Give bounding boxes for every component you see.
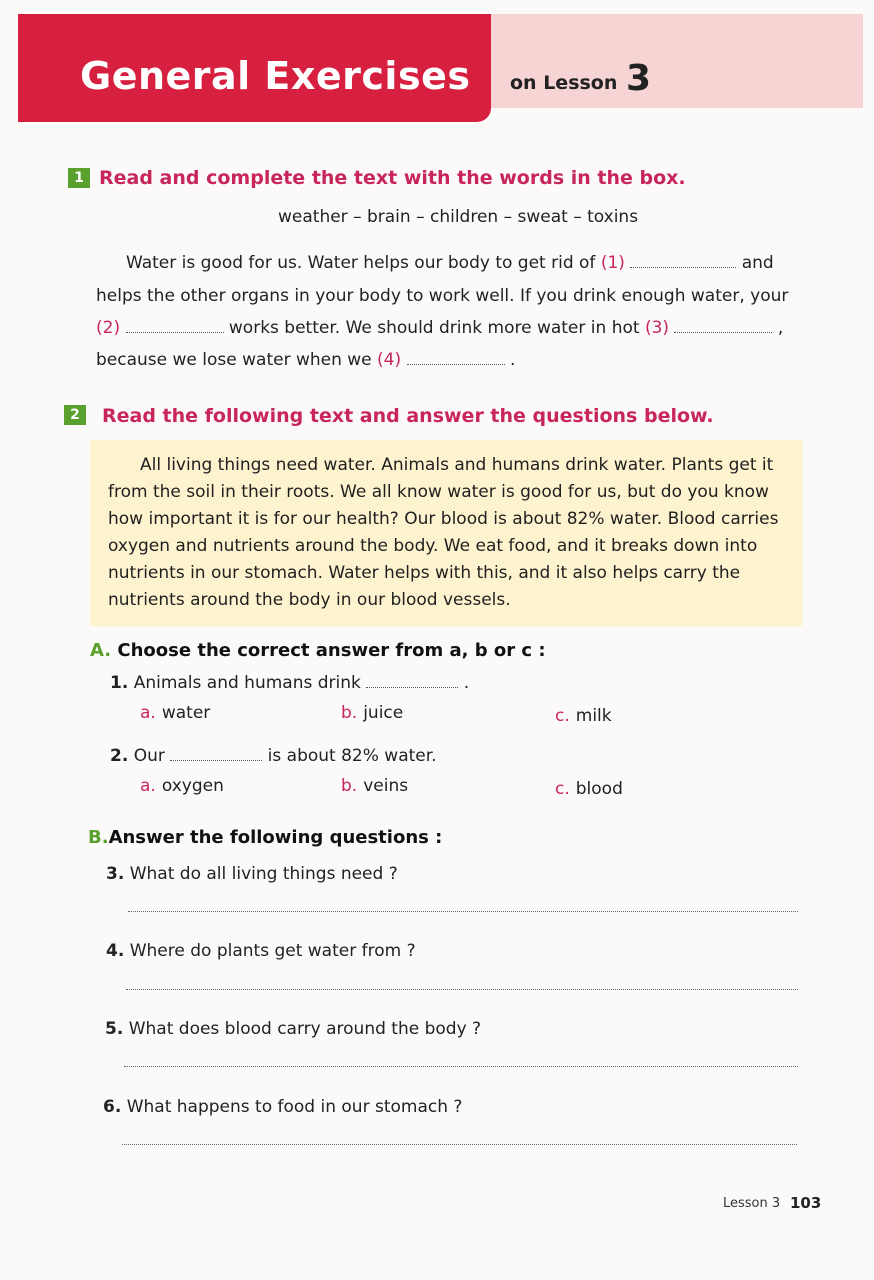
reading-passage xyxy=(108,452,788,614)
header-subtitle: on Lesson xyxy=(510,72,618,94)
reading-line: oxygen and nutrients around the body. We eat food, and it breaks down into xyxy=(108,536,758,556)
question-2-blank[interactable] xyxy=(170,748,262,761)
reading-line: from the soil in their roots. We all know water is good for us, but do you know xyxy=(108,482,769,502)
blank-4[interactable] xyxy=(407,352,505,365)
answer-line-3[interactable] xyxy=(128,910,798,912)
reading-line: how important it is for our health? Our blood is about 82% water. Blood carries xyxy=(108,509,779,529)
reading-line: All living things need water. Animals and humans drink water. Plants get it xyxy=(140,455,774,475)
page-number: 103 xyxy=(790,1194,822,1212)
part-a-heading: A. Choose the correct answer from a, b or c : xyxy=(90,640,546,661)
q2-option-a[interactable]: a. oxygen xyxy=(140,776,224,796)
q2-option-b[interactable]: b. veins xyxy=(341,776,409,796)
passage-line-1: Water is good for us. Water helps our body to get rid of (1) and xyxy=(126,253,774,273)
answer-line-6[interactable] xyxy=(122,1143,797,1145)
section-1-number: 1 xyxy=(68,168,90,188)
blank-1-label: (1) xyxy=(600,253,625,273)
lesson-number: 3 xyxy=(626,58,652,99)
section-2-title: Read the following text and answer the questions below. xyxy=(102,405,714,427)
reading-line: nutrients around the body in our blood vessels. xyxy=(108,590,511,610)
section-2-number: 2 xyxy=(64,405,86,425)
blank-4-label: (4) xyxy=(377,350,402,370)
passage-line-4: because we lose water when we (4) . xyxy=(96,350,516,370)
blank-3[interactable] xyxy=(674,320,772,333)
blank-1[interactable] xyxy=(630,255,736,268)
answer-line-4[interactable] xyxy=(126,988,798,990)
q1-option-b[interactable]: b. juice xyxy=(341,703,404,723)
part-b-heading: B.Answer the following questions : xyxy=(88,827,443,848)
answer-line-5[interactable] xyxy=(124,1065,798,1067)
word-box: weather – brain – children – sweat – toxins xyxy=(278,207,639,227)
q1-option-c[interactable]: c. milk xyxy=(555,706,612,726)
q1-option-a[interactable]: a. water xyxy=(140,703,211,723)
passage-line-3: (2) works better. We should drink more water in hot (3) , xyxy=(96,318,784,338)
question-2: 2. Our is about 82% water. xyxy=(110,746,437,766)
reading-line: nutrients in our stomach. Water helps with this, and it also helps carry the xyxy=(108,563,741,583)
question-6: 6. What happens to food in our stomach ? xyxy=(103,1097,463,1117)
question-3: 3. What do all living things need ? xyxy=(106,864,398,884)
passage-line-2: helps the other organs in your body to work well. If you drink enough water, your xyxy=(96,286,789,306)
q2-option-c[interactable]: c. blood xyxy=(555,779,623,799)
page-title: General Exercises xyxy=(80,54,471,98)
question-1: 1. Animals and humans drink . xyxy=(110,673,470,693)
blank-3-label: (3) xyxy=(644,318,670,338)
footer-lesson-label: Lesson 3 xyxy=(723,1196,781,1211)
blank-2-label: (2) xyxy=(96,318,121,338)
blank-2[interactable] xyxy=(126,320,224,333)
question-4: 4. Where do plants get water from ? xyxy=(106,941,416,961)
question-1-blank[interactable] xyxy=(366,675,458,688)
section-1-title: Read and complete the text with the words in the box. xyxy=(99,167,686,189)
question-5: 5. What does blood carry around the body ? xyxy=(105,1019,482,1039)
